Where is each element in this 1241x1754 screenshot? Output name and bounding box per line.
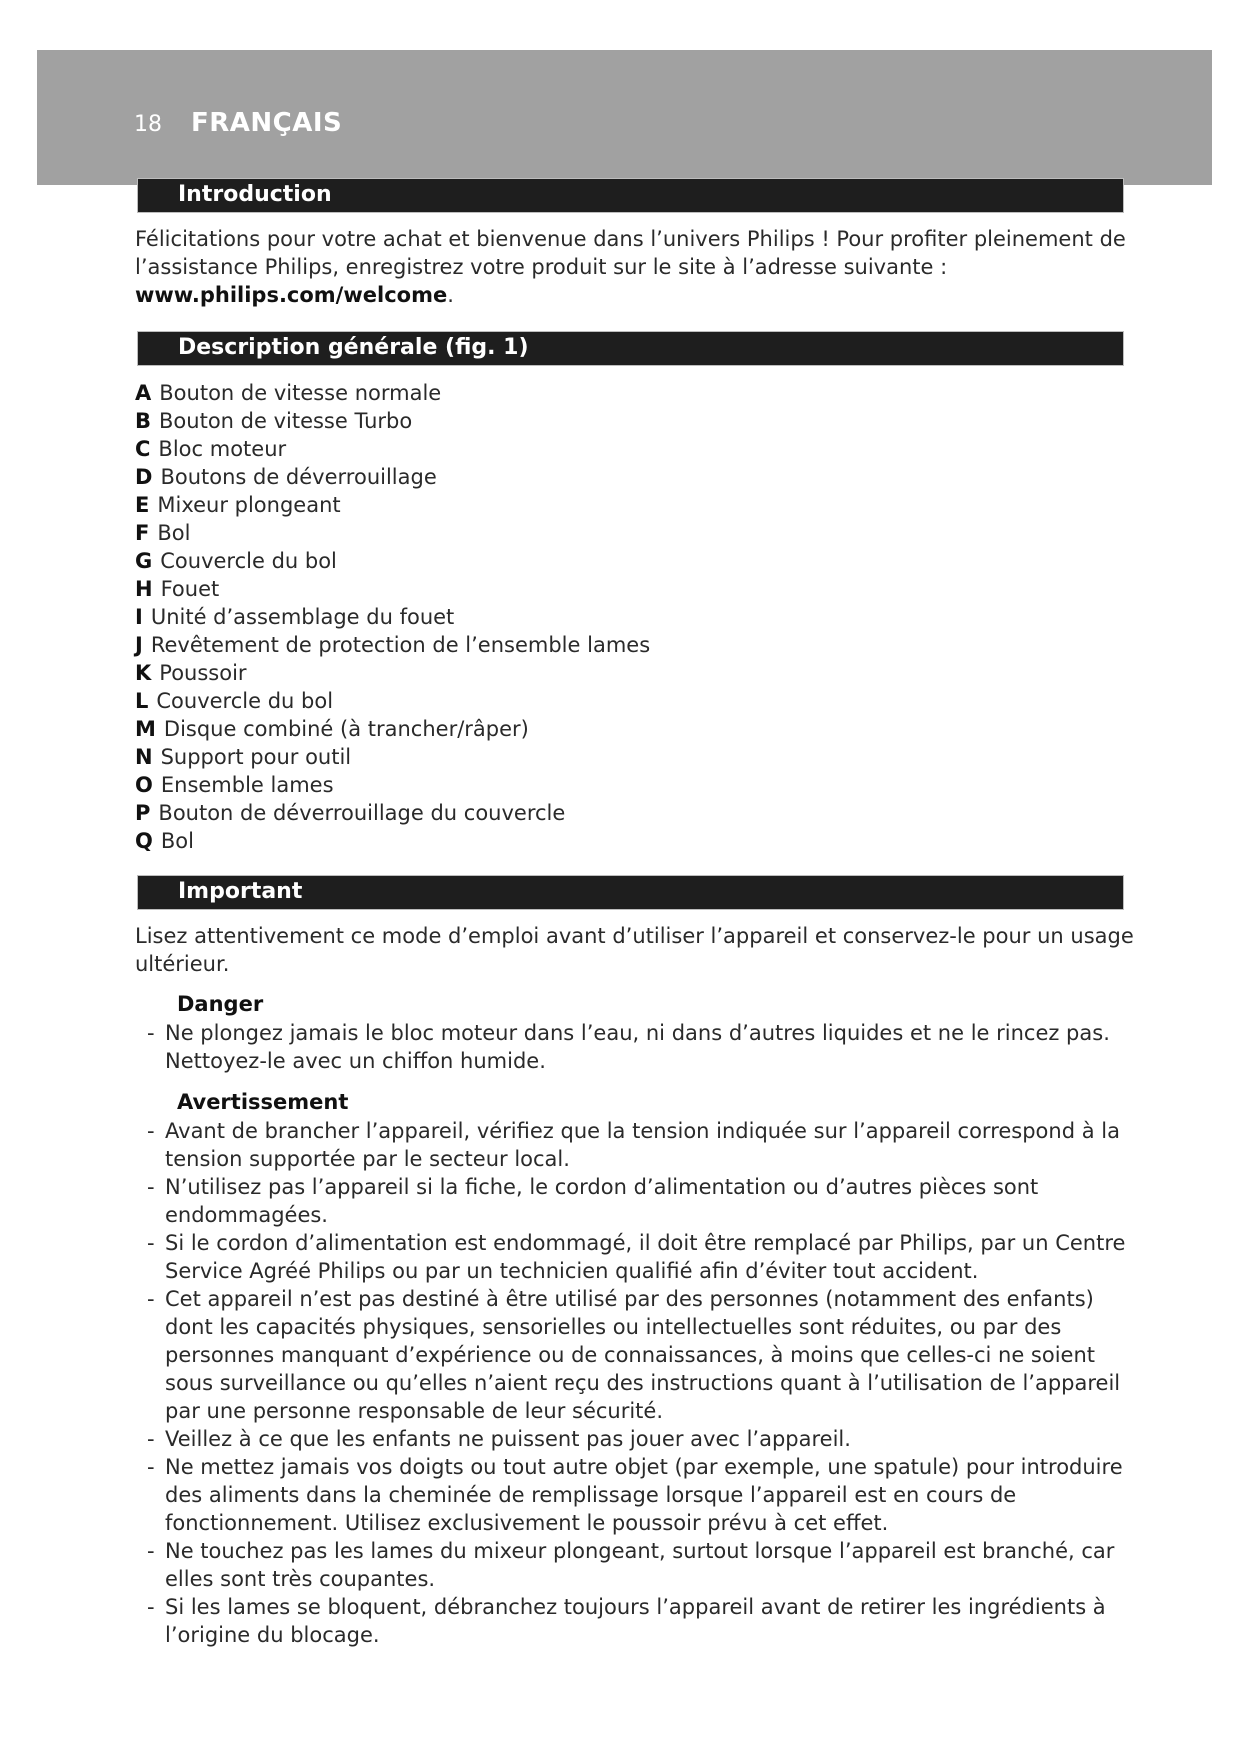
bullet-dash: - (147, 1427, 155, 1451)
list-item (147, 1173, 1137, 1229)
bullet-text: Avant de brancher l’appareil, vérifiez que la tension indiquée sur l’appareil correspond à la tension supportée par le secteur local. (165, 1119, 1120, 1171)
section-bar-introduction (137, 178, 1124, 213)
part-label: Couvercle du bol (156, 689, 334, 713)
bullet-text: N’utilisez pas l’appareil si la fiche, le cordon d’alimentation ou d’autres pièces sont endommagées. (165, 1175, 1039, 1227)
section-title-important: Important (178, 879, 303, 904)
part-label: Support pour outil (160, 745, 352, 769)
list-item (135, 771, 650, 799)
part-label: Bol (157, 521, 191, 545)
part-label: Revêtement de protection de l’ensemble lames (150, 633, 651, 657)
intro-text: Félicitations pour votre achat et bienvenue dans l’univers Philips ! Pour profiter pleinement de l’assistance Philips, enregistrez votre produit sur le site à l’adresse suivante : (135, 227, 1126, 279)
part-letter: P (135, 801, 151, 825)
part-letter: N (135, 745, 153, 769)
part-letter: I (135, 605, 143, 629)
important-intro: Lisez attentivement ce mode d’emploi avant d’utiliser l’appareil et conservez-le pour un usage ultérieur. (135, 924, 1134, 976)
bullet-dash: - (147, 1287, 155, 1311)
bullet-dash: - (147, 1539, 155, 1563)
bullet-dash: - (147, 1455, 155, 1479)
bullet-text: Ne plongez jamais le bloc moteur dans l’eau, ni dans d’autres liquides et ne le rincez pas. Nettoyez-le avec un chiffon humide. (165, 1021, 1110, 1073)
part-label: Ensemble lames (160, 773, 334, 797)
list-item (147, 1425, 1137, 1453)
list-item (135, 659, 650, 687)
list-item (147, 1593, 1137, 1649)
part-label: Bouton de déverrouillage du couvercle (158, 801, 566, 825)
part-label: Mixeur plongeant (157, 493, 341, 517)
part-label: Bouton de vitesse normale (159, 381, 442, 405)
list-item (135, 379, 650, 407)
part-letter: K (135, 661, 152, 685)
part-letter: L (135, 689, 149, 713)
list-item (147, 1229, 1137, 1285)
page-number: 18 (134, 112, 162, 137)
section-title-introduction: Introduction (178, 182, 332, 207)
intro-paragraph (135, 225, 1135, 309)
list-item (147, 1537, 1137, 1593)
part-letter: E (135, 493, 150, 517)
part-label: Boutons de déverrouillage (160, 465, 437, 489)
parts-list (135, 379, 650, 855)
list-item (135, 407, 650, 435)
part-label: Couvercle du bol (160, 549, 337, 573)
list-item (135, 799, 650, 827)
warning-list (147, 1117, 1137, 1649)
list-item (135, 435, 650, 463)
list-item (147, 1285, 1137, 1425)
list-item (135, 743, 650, 771)
bullet-dash: - (147, 1175, 155, 1199)
bullet-text: Si le cordon d’alimentation est endommagé, il doit être remplacé par Philips, par un Centre Service Agréé Philips ou par un technicien qualifié afin d’éviter tout accident. (165, 1231, 1126, 1283)
bullet-dash: - (147, 1595, 155, 1619)
list-item (135, 827, 650, 855)
part-letter: Q (135, 829, 153, 853)
section-title-description: Description générale (fig. 1) (178, 335, 529, 360)
part-label: Unité d’assemblage du fouet (150, 605, 455, 629)
list-item (135, 491, 650, 519)
part-letter: A (135, 381, 152, 405)
list-item (135, 519, 650, 547)
list-item (135, 575, 650, 603)
list-item (147, 1117, 1137, 1173)
list-item (135, 687, 650, 715)
part-label: Bouton de vitesse Turbo (159, 409, 413, 433)
list-item (135, 547, 650, 575)
part-letter: J (135, 633, 143, 657)
bullet-text: Si les lames se bloquent, débranchez toujours l’appareil avant de retirer les ingrédients à l’origine du blocage. (165, 1595, 1106, 1647)
part-letter: O (135, 773, 153, 797)
part-label: Bloc moteur (158, 437, 287, 461)
list-item (135, 463, 650, 491)
part-letter: H (135, 577, 153, 601)
part-letter: G (135, 549, 153, 573)
bullet-text: Cet appareil n’est pas destiné à être utilisé par des personnes (notamment des enfants) dont les capacités physiques, sensorielles ou intellectuelles sont réduites, ou par des personnes manquant d’expérience ou de connaissances, à moins que celles-ci ne soient sous surveillance ou qu’elles n’aient reçu des instructions quant à l’utilisation de l’appareil par une personne responsable de leur sécurité. (165, 1287, 1121, 1423)
bullet-text: Veillez à ce que les enfants ne puissent pas jouer avec l’appareil. (165, 1427, 851, 1451)
danger-list (147, 1019, 1137, 1075)
registration-link[interactable]: www.philips.com/welcome (135, 283, 448, 307)
bullet-dash: - (147, 1231, 155, 1255)
part-label: Poussoir (159, 661, 247, 685)
part-label: Bol (160, 829, 194, 853)
section-bar-description (137, 331, 1124, 366)
list-item (147, 1019, 1137, 1075)
list-item (135, 715, 650, 743)
intro-text-end: . (447, 283, 454, 307)
list-item (135, 603, 650, 631)
part-label: Disque combiné (à trancher/râper) (163, 717, 529, 741)
bullet-text: Ne touchez pas les lames du mixeur plongeant, surtout lorsque l’appareil est branché, car elles sont très coupantes. (165, 1539, 1115, 1591)
part-label: Fouet (160, 577, 220, 601)
part-letter: C (135, 437, 151, 461)
language-title: FRANÇAIS (191, 108, 343, 138)
bullet-dash: - (147, 1119, 155, 1143)
list-item (147, 1453, 1137, 1537)
bullet-text: Ne mettez jamais vos doigts ou tout autre objet (par exemple, une spatule) pour introduire des aliments dans la cheminée de remplissage lorsque l’appareil est en cours de fonctionnement. Utilisez exclusivement le poussoir prévu à cet effet. (165, 1455, 1123, 1535)
part-letter: D (135, 465, 153, 489)
part-letter: M (135, 717, 156, 741)
warning-heading: Avertissement (177, 1090, 349, 1114)
part-letter: F (135, 521, 150, 545)
part-letter: B (135, 409, 152, 433)
section-bar-important (137, 875, 1124, 910)
list-item (135, 631, 650, 659)
danger-heading: Danger (177, 992, 264, 1016)
bullet-dash: - (147, 1021, 155, 1045)
